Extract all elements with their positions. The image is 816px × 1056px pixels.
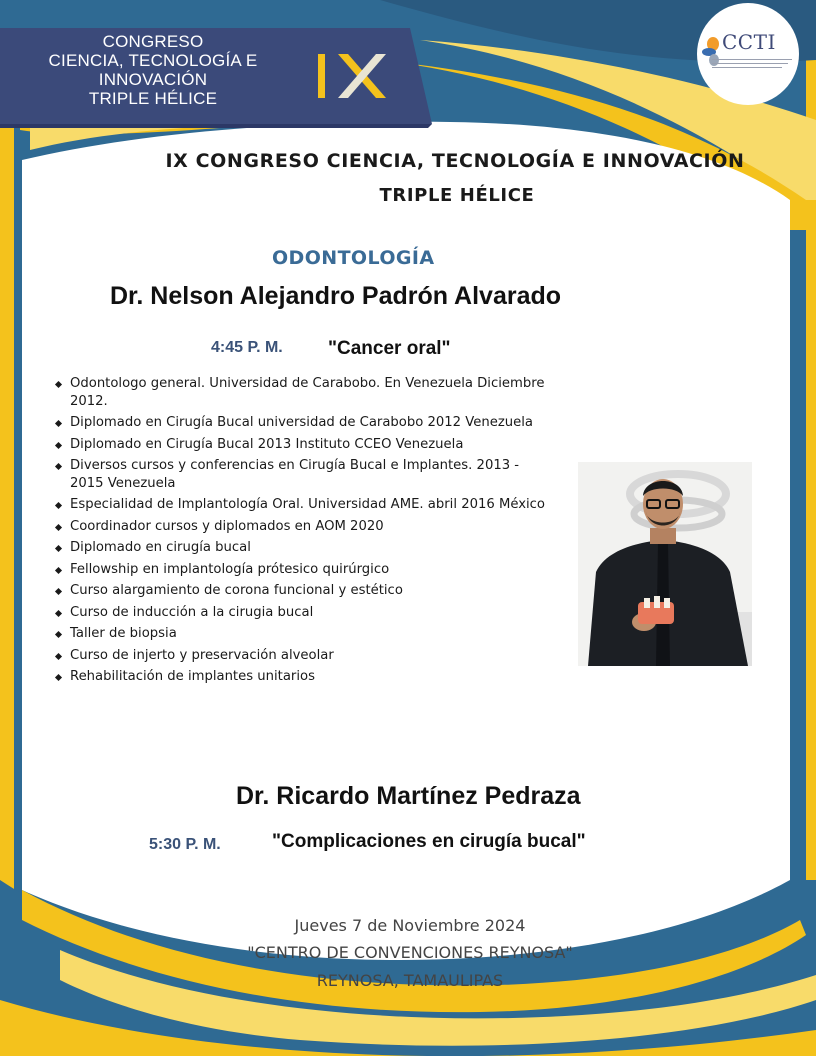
page-subtitle: TRIPLE HÉLICE bbox=[379, 185, 535, 206]
specialty-label: ODONTOLOGÍA bbox=[272, 247, 435, 269]
list-item bbox=[56, 496, 546, 514]
event-venue: "CENTRO DE CONVENCIONES REYNOSA" bbox=[247, 943, 573, 962]
credential-text: Especialidad de Implantología Oral. Universidad AME. abril 2016 México bbox=[70, 497, 545, 512]
credential-text: Diplomado en Cirugía Bucal 2013 Instituto CCEO Venezuela bbox=[70, 436, 464, 452]
session-time: 4:45 P. M. bbox=[211, 339, 283, 356]
banner-line: CIENCIA, TECNOLOGÍA E bbox=[48, 51, 258, 70]
event-city: REYNOSA, TAMAULIPAS bbox=[316, 971, 504, 990]
speaker-name: Dr. Ricardo Martínez Pedraza bbox=[236, 782, 581, 810]
bullet-icon bbox=[55, 674, 62, 681]
talk-title: "Cancer oral" bbox=[328, 338, 451, 359]
list-item bbox=[56, 457, 546, 492]
bullet-icon bbox=[55, 545, 62, 552]
credential-text: Taller de biopsia bbox=[70, 626, 177, 641]
list-item bbox=[56, 375, 546, 410]
banner-line: CONGRESO bbox=[102, 32, 204, 51]
list-item bbox=[56, 414, 546, 432]
list-item bbox=[56, 561, 546, 579]
credential-text: Diplomado en cirugía bucal bbox=[70, 540, 251, 555]
credential-text: Coordinador cursos y diplomados en AOM 2020 bbox=[70, 518, 384, 534]
credential-text: Curso de injerto y preservación alveolar bbox=[70, 647, 334, 663]
credential-text: Diplomado en Cirugía Bucal universidad de Carabobo 2012 Venezuela bbox=[70, 415, 533, 430]
bullet-icon bbox=[55, 588, 62, 595]
credentials-list bbox=[56, 375, 546, 690]
credential-text: Odontologo general. Universidad de Carabobo. En Venezuela Diciembre 2012. bbox=[70, 376, 545, 409]
bullet-icon bbox=[55, 566, 62, 573]
logo-tagline-lines bbox=[712, 58, 796, 72]
banner-line: TRIPLE HÉLICE bbox=[88, 89, 218, 108]
bullet-icon bbox=[55, 652, 62, 659]
speaker-photo bbox=[578, 462, 752, 666]
list-item bbox=[56, 582, 546, 600]
credential-text: Diversos cursos y conferencias en Cirugía Bucal e Implantes. 2013 - 2015 Venezuela bbox=[70, 458, 520, 491]
bullet-icon bbox=[55, 381, 62, 388]
ccti-logo-text: CCTI bbox=[722, 30, 776, 54]
list-item bbox=[56, 668, 546, 686]
bullet-icon bbox=[55, 523, 62, 530]
bullet-icon bbox=[55, 441, 62, 448]
list-item bbox=[56, 604, 546, 622]
event-date: Jueves 7 de Noviembre 2024 bbox=[294, 916, 526, 935]
credential-text: Curso alargamiento de corona funcional y estético bbox=[70, 583, 403, 598]
session-time: 5:30 P. M. bbox=[149, 836, 221, 853]
list-item bbox=[56, 436, 546, 454]
banner-line: INNOVACIÓN bbox=[98, 70, 208, 89]
bullet-icon bbox=[55, 502, 62, 509]
list-item bbox=[56, 518, 546, 536]
page-title: IX CONGRESO CIENCIA, TECNOLOGÍA E INNOVACIÓN bbox=[165, 150, 745, 172]
bullet-icon bbox=[55, 631, 62, 638]
bullet-icon bbox=[55, 463, 62, 470]
credential-text: Curso de inducción a la cirugia bucal bbox=[70, 604, 314, 620]
speaker-name: Dr. Nelson Alejandro Padrón Alvarado bbox=[110, 282, 562, 310]
bullet-icon bbox=[55, 420, 62, 427]
banner-title bbox=[30, 32, 276, 108]
roman-numeral-logo bbox=[300, 40, 410, 106]
talk-title: "Complicaciones en cirugía bucal" bbox=[272, 831, 586, 852]
list-item bbox=[56, 539, 546, 557]
credential-text: Rehabilitación de implantes unitarios bbox=[70, 669, 315, 684]
bullet-icon bbox=[55, 609, 62, 616]
credential-text: Fellowship en implantología prótesico quirúrgico bbox=[70, 561, 390, 577]
list-item bbox=[56, 625, 546, 643]
list-item bbox=[56, 647, 546, 665]
